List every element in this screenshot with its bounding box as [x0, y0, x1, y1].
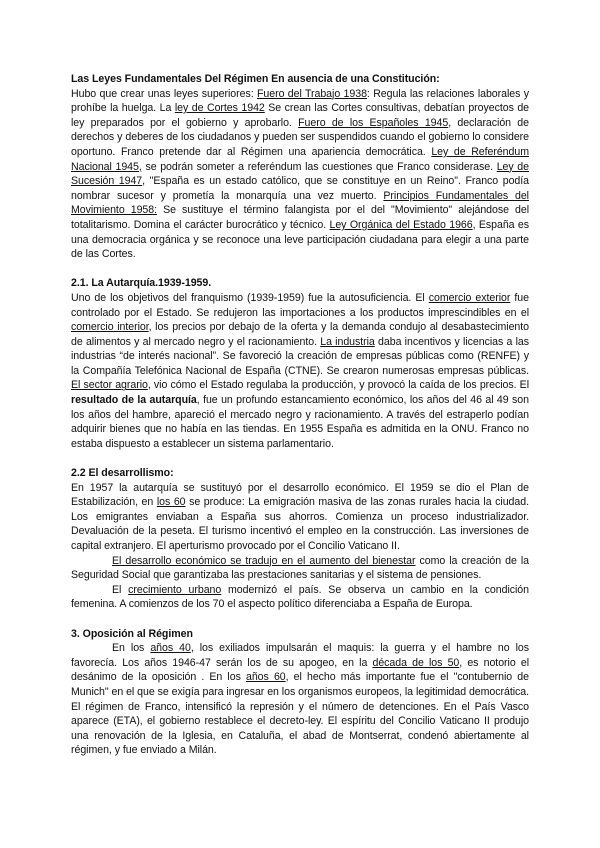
underlined-term: El desarrollo económico se tradujo en el aumento del bienestar	[112, 554, 416, 567]
spacer	[71, 451, 529, 466]
underlined-term: comercio exterior	[428, 291, 511, 304]
section-heading: 2.2 El desarrollismo:	[71, 467, 174, 480]
underlined-term: años 60	[246, 671, 286, 684]
section-leyes-fundamentales	[71, 72, 529, 262]
underlined-term: Ley Orgánica del Estado 1966	[329, 218, 473, 231]
underlined-term: crecimiento urbano	[128, 583, 222, 596]
underlined-term: Fuero de los Españoles 1945	[298, 116, 449, 129]
text: Hubo que crear unas leyes superiores:	[71, 87, 257, 100]
text: El	[112, 583, 129, 596]
section-heading: 3. Oposición al Régimen	[71, 627, 193, 640]
section-oposicion	[71, 627, 529, 758]
underlined-term: años 40	[150, 642, 191, 655]
text: daba incentivos y licencias a las industrias “de interés nacional”. Se favoreció la creación de empresas públicas como (RENFE) y la Compañía Telefónica Nacional de España (CTNE). Se crearon numerosas empresas públicas.	[71, 335, 529, 377]
text: , declaración de derechos y deberes de los ciudadanos y pueden ser suspendidos cuando el gobierno lo considere oportuno. Franco pretende dar al Régimen una apariencia democrática.	[71, 116, 529, 158]
text: , los precios por debajo de la oferta y la demanda condujo al desabastecimiento de alimentos y al mercado negro y el racionamiento.	[71, 321, 529, 348]
text: Uno de los objetivos del franquismo (1939-1959) fue la autosuficiencia. El	[71, 291, 429, 304]
section-paragraph	[71, 583, 529, 612]
text: fue controlado por el Estado. Se redujeron las importaciones a los productos imprescindibles en el	[71, 291, 529, 319]
text: , es notorio el desánimo de la oposición . En los	[71, 656, 529, 684]
text: se podrán someter a referéndum las cuestiones que Franco considerase.	[141, 160, 497, 173]
section-heading: 2.1. La Autarquía.1939-1959.	[71, 277, 212, 290]
text: , "España es un estado católico, que se constituye en un Reino". Franco podía nombrar sucesor y prometía la monarquía una vez muerto.	[71, 175, 529, 202]
text: , fue un profundo estancamiento económico, los años del 46 al 49 son los años del hambre, apareció el mercado negro y racionamiento. A través del estraperlo podían adquirir bienes que no había en las tiendas. En 1955 España es admitida en la ONU. Franco no estaba dispuesto a establecer un sistema parlamentario.	[71, 394, 529, 450]
text: En 1957 la autarquía se sustituyó por el desarrollo económico. El 1959 se dio el Plan de Estabilización, en	[71, 481, 529, 509]
underlined-term: Ley de Sucesión 1947	[71, 160, 529, 188]
text: En los	[112, 642, 151, 655]
underlined-term: ley de Cortes 1942	[174, 102, 265, 115]
underlined-term: los 60	[156, 496, 186, 509]
section-paragraph	[71, 87, 529, 262]
section-paragraph	[71, 554, 529, 583]
text: , los exiliados impulsarán el maquis: la guerra y el hambre no los favorecía. Los años 1946-47 serán los de su apogeo, en la	[71, 642, 529, 669]
spacer	[71, 612, 529, 627]
section-desarrollismo	[71, 466, 529, 612]
underlined-term: Principios Fundamentales del Movimiento 1958:	[71, 189, 529, 217]
section-heading: Las Leyes Fundamentales Del Régimen En ausencia de una Constitución:	[71, 73, 440, 85]
spacer	[71, 262, 529, 277]
underlined-term: El sector agrario	[71, 379, 148, 392]
section-autarquia	[71, 276, 529, 451]
section-paragraph	[71, 641, 529, 758]
text: , vio cómo el Estado regulaba la producción, y provocó la caída de los precios. El	[147, 379, 530, 392]
text: : Regula las relaciones laborales y prohíbe la huelga. La	[71, 87, 529, 115]
underlined-term: Ley de Referéndum Nacional 1945,	[71, 145, 529, 173]
text: Se crean las Cortes consultivas, debatían proyectos de ley preparados por el gobierno y aprobarlo.	[71, 102, 530, 129]
text: Se sustituye el término falangista por el del "Movimiento" alejándose del totalitarismo. Domina el carácter burocrático y técnico.	[71, 204, 529, 231]
text: se produce: La emigración masiva de las zonas rurales hacia la ciudad. Los emigrantes enviaban a España sus ahorros. Comienza un proceso industrializador. Devaluación de la peseta. El turismo incentivó el empleo en la construcción. Las inversiones de capital extranjero. El aperturismo provocado por el Concilio Vaticano II.	[71, 496, 529, 552]
section-paragraph	[71, 481, 529, 554]
bold-term: resultado de la autarquía	[71, 394, 197, 407]
underlined-term: comercio interior	[71, 321, 149, 334]
underlined-term: La industria	[320, 335, 375, 348]
underlined-term: década de los 50	[372, 656, 460, 669]
text: , el hecho más importante fue el "contubernio de Munich" en el que se exigía para ingresar en los organismos europeos, la legitimidad democrática. El régimen de Franco, intensificó la represión y el número de detenciones. En el País Vasco aparece (ETA), el gobierno restablece el decreto-ley. El espíritu del Concilio Vaticano II produjo una renovación de la Iglesia, en Cataluña, el abad de Montserrat, condenó abiertamente al régimen, y fue enviado a Milán.	[71, 671, 529, 757]
underlined-term: Fuero del Trabajo 1938	[256, 87, 367, 100]
text: modernizó el país. Se observa un cambio en la condición femenina. A comienzos de los 70 el aspecto político diferenciaba a España de Europa.	[71, 583, 529, 611]
section-paragraph	[71, 291, 529, 452]
text: como la creación de la Seguridad Social que garantizaba las prestaciones sanitarias y el sistema de pensiones.	[71, 554, 529, 582]
text: , España es una democracia orgánica y se reconoce una leve participación ciudadana para elegir a una parte de las Cortes.	[71, 218, 529, 261]
